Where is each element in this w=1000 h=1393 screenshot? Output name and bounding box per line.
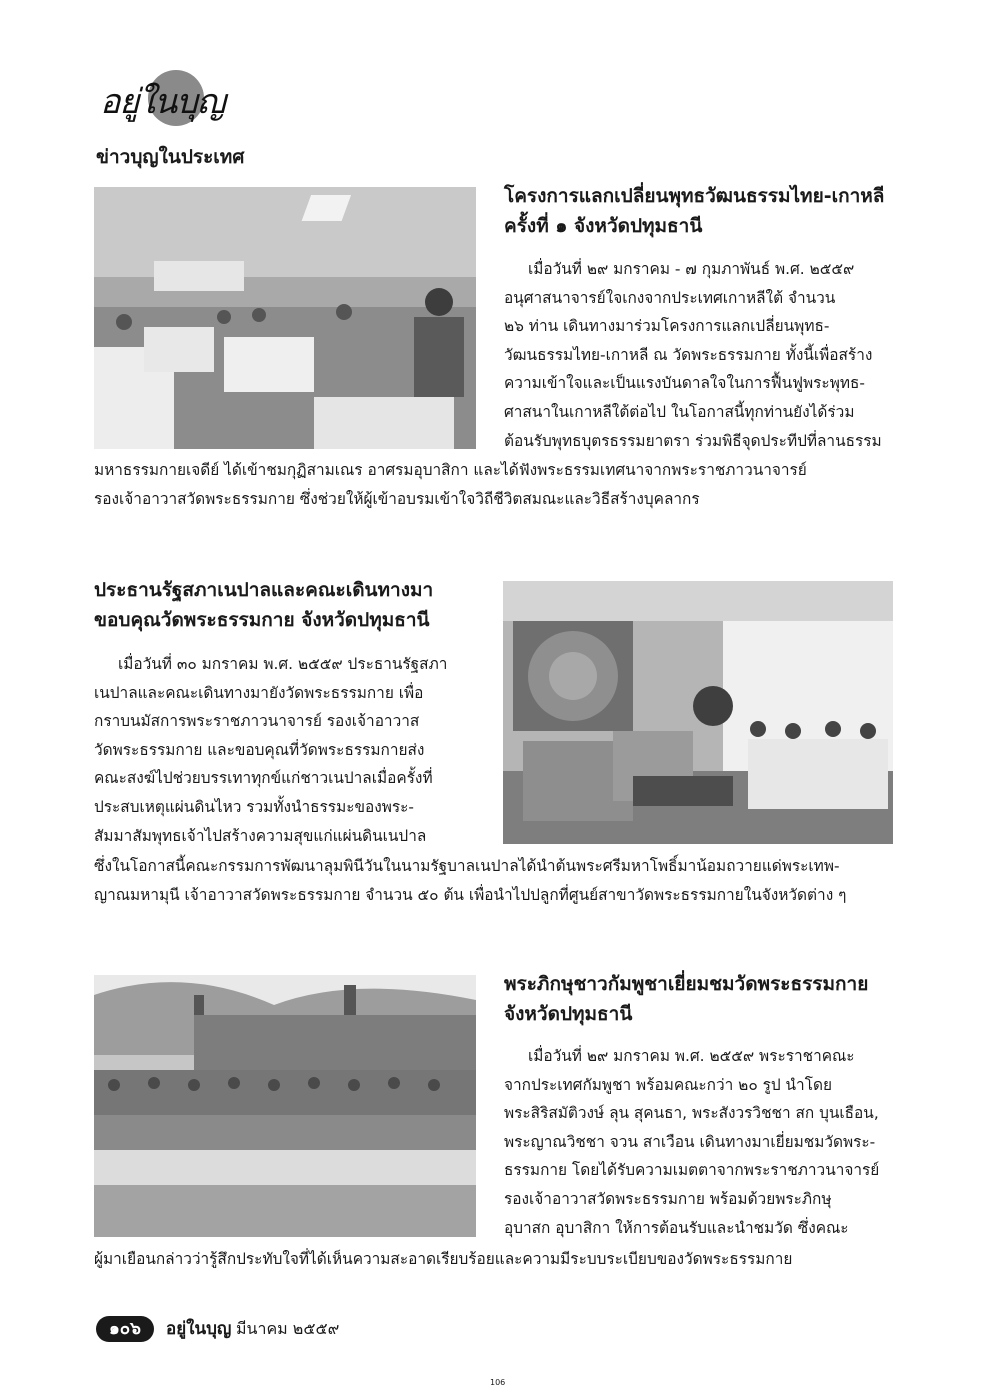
article-2-body-line: สัมมาสัมพุทธเจ้าไปสร้างความสุขแก่แผ่นดินเนปาล [94,826,427,845]
article-2-body-line: ประสบเหตุแผ่นดินไหว รวมทั้งนำธรรมะของพระ- [94,797,414,816]
article-3-body-line: ผู้มาเยือนกล่าวว่ารู้สึกประทับใจที่ได้เห็นความสะอาดเรียบร้อยและความมีระบบระเบียบของวัดพระธรรมกาย [94,1250,793,1268]
article-3-title [504,969,868,1029]
article-2-body-continued [94,852,894,909]
article-3-photo [94,975,476,1237]
footer-magazine-name: อยู่ในบุญ [166,1319,232,1339]
article-1-body-line: เมื่อวันที่ ๒๙ มกราคม - ๗ กุมภาพันธ์ พ.ศ. ๒๕๕๙ [528,260,855,278]
article-3-body-continued [94,1245,894,1274]
article-3-body-line: พระสิริสมัติวงษ์ ลุน สุคนธา, พระสังวรวิชชา สก บุนเธือน, [504,1104,879,1123]
footer-issue-date: มีนาคม ๒๕๕๙ [236,1319,340,1338]
article-3-body-line: เมื่อวันที่ ๒๙ มกราคม พ.ศ. ๒๕๕๙ พระราชาคณะ [528,1047,855,1065]
article-2-title-line: ประธานรัฐสภาเนปาลและคณะเดินทางมา [94,579,434,601]
print-page-number: 106 [490,1378,506,1387]
article-3-body-line: จากประเทศกัมพูชา พร้อมคณะกว่า ๒๐ รูป นำโดย [504,1075,832,1094]
article-3-title-line: จังหวัดปทุมธานี [504,1003,633,1025]
article-2-body-line: ซึ่งในโอกาสนี้คณะกรรมการพัฒนาลุมพินีวันในนามรัฐบาลเนปาลได้นำต้นพระศรีมหาโพธิ์มาน้อมถวายแด่พระเทพ- [94,857,840,875]
article-1-body-line: วัฒนธรรมไทย-เกาหลี ณ วัดพระธรรมกาย ทั้งนี้เพื่อสร้าง [504,345,873,364]
article-1-body-line: ศาสนาในเกาหลีใต้ต่อไป ในโอกาสนี้ทุกท่านยังได้ร่วม [504,402,855,421]
article-2-body-line: วัดพระธรรมกาย และขอบคุณที่วัดพระธรรมกายส่ง [94,740,425,759]
article-2-title-line: ขอบคุณวัดพระธรรมกาย จังหวัดปทุมธานี [94,609,430,631]
article-3-body-line: พระญาณวิชชา จวน สาเวือน เดินทางมาเยี่ยมชมวัดพระ- [504,1132,876,1151]
article-1-body-line: ต้อนรับพุทธบุตรธรรมยาตรา ร่วมพิธีจุดประทีปที่ลานธรรม [504,431,882,450]
article-2-body-line: กราบนมัสการพระราชภาวนาจารย์ รองเจ้าอาวาส [94,712,420,731]
article-1-title-line: โครงการแลกเปลี่ยนพุทธวัฒนธรรมไทย-เกาหลี [504,185,885,207]
article-1-title-line: ครั้งที่ ๑ จังหวัดปทุมธานี [504,215,703,237]
article-1-body-line: อนุศาสนาจารย์ใจเกงจากประเทศเกาหลีใต้ จำนวน [504,288,836,307]
article-2-body-line: เนปาลและคณะเดินทางมายังวัดพระธรรมกาย เพื่อ [94,683,424,702]
article-1-photo [94,187,476,449]
article-3-title-line: พระภิกษุชาวกัมพูชาเยี่ยมชมวัดพระธรรมกาย [504,973,869,995]
article-1-body [504,255,894,455]
article-2-photo [503,581,893,844]
article-3-body-line: ธรรมกาย โดยได้รับความเมตตาจากพระราชภาวนาจารย์ [504,1161,880,1180]
page-number-badge: ๑๐๖ [96,1316,154,1342]
article-3-body-line: อุบาสก อุบาสิกา ให้การต้อนรับและนำชมวัด ซึ่งคณะ [504,1218,849,1237]
article-1-body-line: ความเข้าใจและเป็นแรงบันดาลใจในการฟื้นฟูพระพุทธ- [504,374,865,393]
section-title: ข่าวบุญในประเทศ [96,146,245,168]
article-1-body-line: มหาธรรมกายเจดีย์ ได้เข้าชมกุฏิสามเณร อาศรมอุบาสิกา และได้ฟังพระธรรมเทศนาจากพระราชภาวนาจารย์ [94,461,807,479]
article-2-body-line: คณะสงฆ์ไปช่วยบรรเทาทุกข์แก่ชาวเนปาลเมื่อครั้งที่ [94,769,433,788]
logo-text: อยู่ในบุญ [100,82,225,122]
magazine-logo [96,66,236,128]
article-2-body-line: เมื่อวันที่ ๓๐ มกราคม พ.ศ. ๒๕๕๙ ประธานรัฐสภา [118,655,448,673]
article-2-body [94,650,474,850]
article-2-body-line: ญาณมหามุนี เจ้าอาวาสวัดพระธรรมกาย จำนวน ๕๐ ต้น เพื่อนำไปปลูกที่ศูนย์สาขาวัดพระธรรมกายในจังหวัดต่าง ๆ [94,885,847,904]
article-1-body-line: รองเจ้าอาวาสวัดพระธรรมกาย ซึ่งช่วยให้ผู้เข้าอบรมเข้าใจวิถีชีวิตสมณะและวิธีสร้างบุคลากร [94,489,700,508]
article-1-body-line: ๒๖ ท่าน เดินทางมาร่วมโครงการแลกเปลี่ยนพุทธ- [504,317,830,336]
article-3-body-line: รองเจ้าอาวาสวัดพระธรรมกาย พร้อมด้วยพระภิกษุ [504,1189,832,1208]
article-1-title [504,181,884,241]
article-3-body [504,1042,894,1242]
article-1-body-continued [94,456,894,513]
article-2-title [94,575,433,635]
